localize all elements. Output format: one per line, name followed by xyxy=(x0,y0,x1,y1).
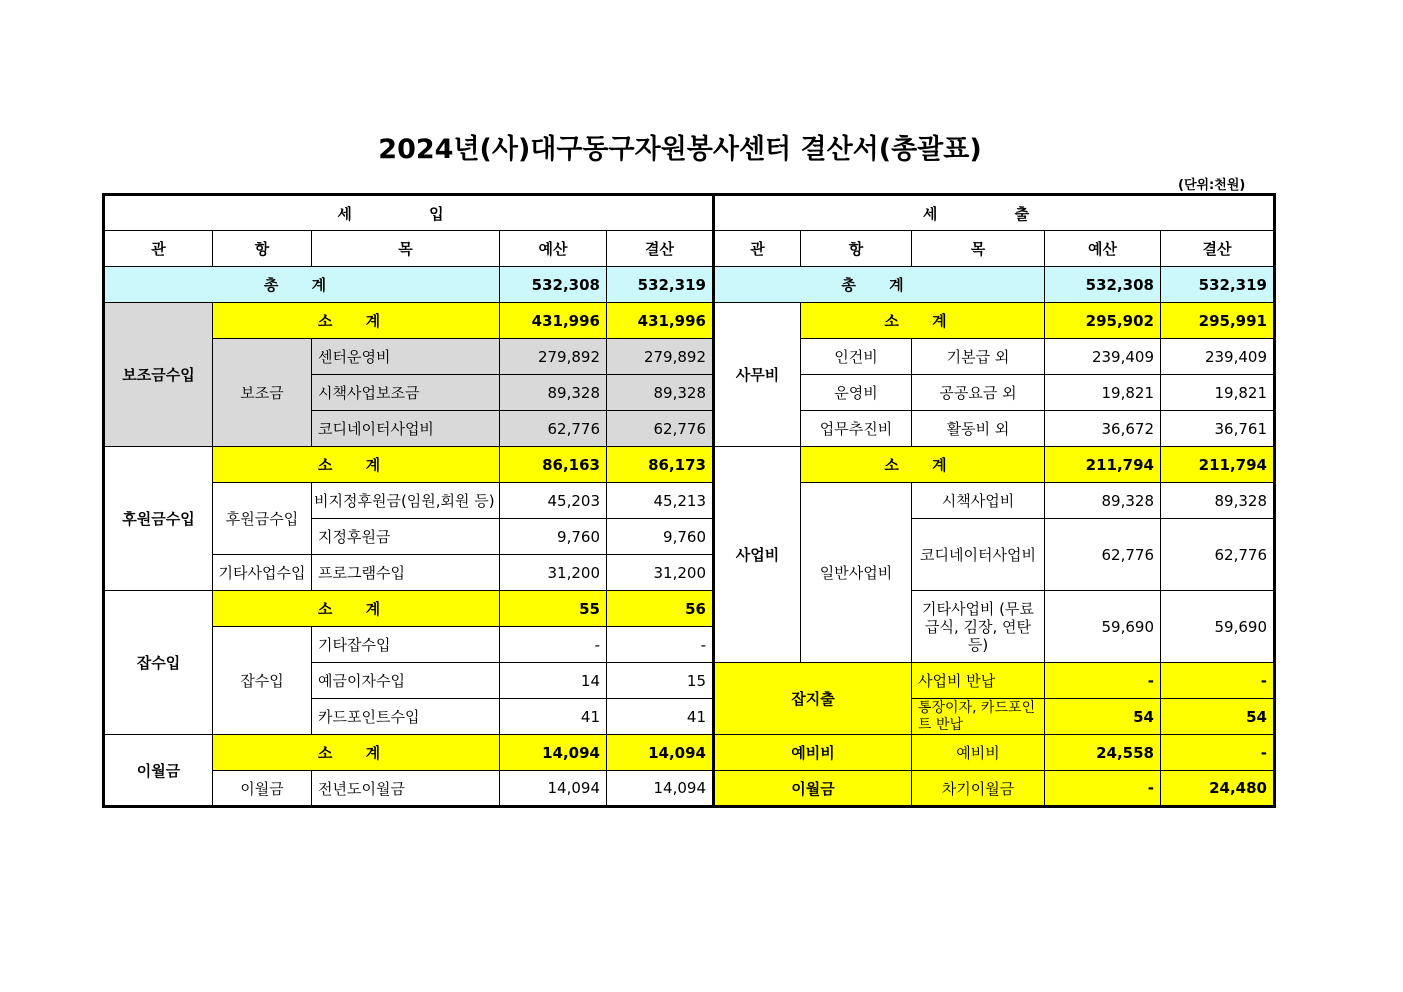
col-budget: 예산 xyxy=(1045,231,1161,267)
col-hang: 항 xyxy=(213,231,312,267)
total-label-text: 총 계 xyxy=(841,276,918,294)
subtotal-label xyxy=(213,303,500,339)
expense-budget: - xyxy=(1045,663,1161,699)
income-budget: 62,776 xyxy=(500,411,607,447)
income-hang-carryover: 이월금 xyxy=(213,771,312,807)
col-mok: 목 xyxy=(312,231,500,267)
income-mok: 시책사업보조금 xyxy=(312,375,500,411)
table-row xyxy=(104,303,1275,339)
income-kwan-carryover: 이월금 xyxy=(104,735,213,807)
income-mok: 코디네이터사업비 xyxy=(312,411,500,447)
expense-header-text: 세 출 xyxy=(922,204,1066,223)
misc-subtotal-settlement: 56 xyxy=(607,591,714,627)
total-label xyxy=(714,267,1045,303)
income-settlement: 14,094 xyxy=(607,771,714,807)
expense-hang-general-project: 일반사업비 xyxy=(801,483,912,663)
col-kwan: 관 xyxy=(714,231,801,267)
income-mok: 프로그램수입 xyxy=(312,555,500,591)
col-settlement: 결산 xyxy=(607,231,714,267)
income-budget: 31,200 xyxy=(500,555,607,591)
total-label xyxy=(104,267,500,303)
carry-subtotal-budget: 14,094 xyxy=(500,735,607,771)
income-settlement: 45,213 xyxy=(607,483,714,519)
expense-mok: 시책사업비 xyxy=(912,483,1045,519)
subtotal-label-text: 소 계 xyxy=(317,744,395,762)
expense-budget: 54 xyxy=(1045,699,1161,735)
income-mok: 예금이자수입 xyxy=(312,663,500,699)
income-mok: 비지정후원금(임원,회원 등) xyxy=(312,483,500,519)
expense-budget: 62,776 xyxy=(1045,519,1161,591)
expense-kwan-office: 사무비 xyxy=(714,303,801,447)
subtotal-label-text: 소 계 xyxy=(884,456,961,474)
income-hang-misc: 잡수입 xyxy=(213,627,312,735)
expense-budget: - xyxy=(1045,771,1161,807)
expense-mok: 차기이월금 xyxy=(912,771,1045,807)
income-mok: 카드포인트수입 xyxy=(312,699,500,735)
expense-mok: 예비비 xyxy=(912,735,1045,771)
expense-settlement: 54 xyxy=(1161,699,1275,735)
expense-mok: 코디네이터사업비 xyxy=(912,519,1045,591)
col-mok: 목 xyxy=(912,231,1045,267)
donation-subtotal-budget: 86,163 xyxy=(500,447,607,483)
income-mok: 기타잡수입 xyxy=(312,627,500,663)
expense-mok: 활동비 외 xyxy=(912,411,1045,447)
subtotal-label-text: 소 계 xyxy=(317,600,395,618)
income-mok: 센터운영비 xyxy=(312,339,500,375)
header-row-sections xyxy=(104,195,1275,231)
expense-section-header xyxy=(714,195,1275,231)
expense-mok: 공공요금 외 xyxy=(912,375,1045,411)
expense-settlement: 59,690 xyxy=(1161,591,1275,663)
income-budget: 89,328 xyxy=(500,375,607,411)
income-settlement: 31,200 xyxy=(607,555,714,591)
income-budget: 14,094 xyxy=(500,771,607,807)
table-row xyxy=(104,771,1275,807)
income-budget: 41 xyxy=(500,699,607,735)
expense-settlement: 62,776 xyxy=(1161,519,1275,591)
income-budget: 279,892 xyxy=(500,339,607,375)
expense-kwan-carryover: 이월금 xyxy=(714,771,912,807)
header-row-columns xyxy=(104,231,1275,267)
income-budget: 9,760 xyxy=(500,519,607,555)
col-kwan: 관 xyxy=(104,231,213,267)
income-hang-subsidy: 보조금 xyxy=(213,339,312,447)
donation-subtotal-settlement: 86,173 xyxy=(607,447,714,483)
expense-kwan-reserve: 예비비 xyxy=(714,735,912,771)
table-row xyxy=(104,591,1275,627)
income-budget: 45,203 xyxy=(500,483,607,519)
expense-hang: 인건비 xyxy=(801,339,912,375)
table-row xyxy=(104,483,1275,519)
income-settlement: - xyxy=(607,627,714,663)
income-settlement: 15 xyxy=(607,663,714,699)
table-row xyxy=(104,339,1275,375)
income-budget: 14 xyxy=(500,663,607,699)
expense-mok: 사업비 반납 xyxy=(912,663,1045,699)
income-settlement: 279,892 xyxy=(607,339,714,375)
expense-mok: 통장이자, 카드포인트 반납 xyxy=(912,699,1045,735)
project-subtotal-settlement: 211,794 xyxy=(1161,447,1275,483)
table-row xyxy=(104,735,1275,771)
subtotal-label xyxy=(213,591,500,627)
total-label-text: 총 계 xyxy=(263,276,341,294)
income-hang-donation: 후원금수입 xyxy=(213,483,312,555)
expense-kwan-project: 사업비 xyxy=(714,447,801,663)
expense-settlement: 24,480 xyxy=(1161,771,1275,807)
income-kwan-misc: 잡수입 xyxy=(104,591,213,735)
income-section-header xyxy=(104,195,714,231)
income-mok: 지정후원금 xyxy=(312,519,500,555)
expense-mok: 기타사업비 (무료급식, 김장, 연탄 등) xyxy=(912,591,1045,663)
expense-settlement: - xyxy=(1161,663,1275,699)
subtotal-label xyxy=(801,303,1045,339)
subtotal-label-text: 소 계 xyxy=(317,312,395,330)
subtotal-label xyxy=(213,447,500,483)
income-kwan-subsidy: 보조금수입 xyxy=(104,303,213,447)
income-hang-other-project: 기타사업수입 xyxy=(213,555,312,591)
total-income-budget: 532,308 xyxy=(500,267,607,303)
income-budget: - xyxy=(500,627,607,663)
col-budget: 예산 xyxy=(500,231,607,267)
col-hang: 항 xyxy=(801,231,912,267)
office-subtotal-budget: 295,902 xyxy=(1045,303,1161,339)
subsidy-subtotal-budget: 431,996 xyxy=(500,303,607,339)
office-subtotal-settlement: 295,991 xyxy=(1161,303,1275,339)
income-kwan-donation: 후원금수입 xyxy=(104,447,213,591)
subtotal-label xyxy=(213,735,500,771)
expense-budget: 239,409 xyxy=(1045,339,1161,375)
subtotal-label-text: 소 계 xyxy=(317,456,395,474)
unit-label: (단위:천원) xyxy=(1178,178,1246,193)
expense-settlement: - xyxy=(1161,735,1275,771)
expense-settlement: 239,409 xyxy=(1161,339,1275,375)
carry-subtotal-settlement: 14,094 xyxy=(607,735,714,771)
expense-settlement: 19,821 xyxy=(1161,375,1275,411)
income-settlement: 89,328 xyxy=(607,375,714,411)
misc-subtotal-budget: 55 xyxy=(500,591,607,627)
total-expense-budget: 532,308 xyxy=(1045,267,1161,303)
table-row xyxy=(104,447,1275,483)
income-mok: 전년도이월금 xyxy=(312,771,500,807)
expense-hang: 운영비 xyxy=(801,375,912,411)
income-settlement: 62,776 xyxy=(607,411,714,447)
total-expense-settlement: 532,319 xyxy=(1161,267,1275,303)
income-header-text: 세 입 xyxy=(337,204,480,223)
subtotal-label xyxy=(801,447,1045,483)
income-settlement: 9,760 xyxy=(607,519,714,555)
total-income-settlement: 532,319 xyxy=(607,267,714,303)
expense-kwan-misc: 잡지출 xyxy=(714,663,912,735)
subsidy-subtotal-settlement: 431,996 xyxy=(607,303,714,339)
expense-settlement: 36,761 xyxy=(1161,411,1275,447)
expense-budget: 89,328 xyxy=(1045,483,1161,519)
col-settlement: 결산 xyxy=(1161,231,1275,267)
total-row xyxy=(104,267,1275,303)
expense-budget: 36,672 xyxy=(1045,411,1161,447)
subtotal-label-text: 소 계 xyxy=(884,312,961,330)
income-settlement: 41 xyxy=(607,699,714,735)
document-title: 2024년(사)대구동구자원봉사센터 결산서(총괄표) xyxy=(378,134,982,165)
settlement-table xyxy=(102,193,1276,808)
expense-mok: 기본급 외 xyxy=(912,339,1045,375)
expense-settlement: 89,328 xyxy=(1161,483,1275,519)
expense-budget: 59,690 xyxy=(1045,591,1161,663)
expense-budget: 19,821 xyxy=(1045,375,1161,411)
expense-budget: 24,558 xyxy=(1045,735,1161,771)
expense-hang: 업무추진비 xyxy=(801,411,912,447)
project-subtotal-budget: 211,794 xyxy=(1045,447,1161,483)
